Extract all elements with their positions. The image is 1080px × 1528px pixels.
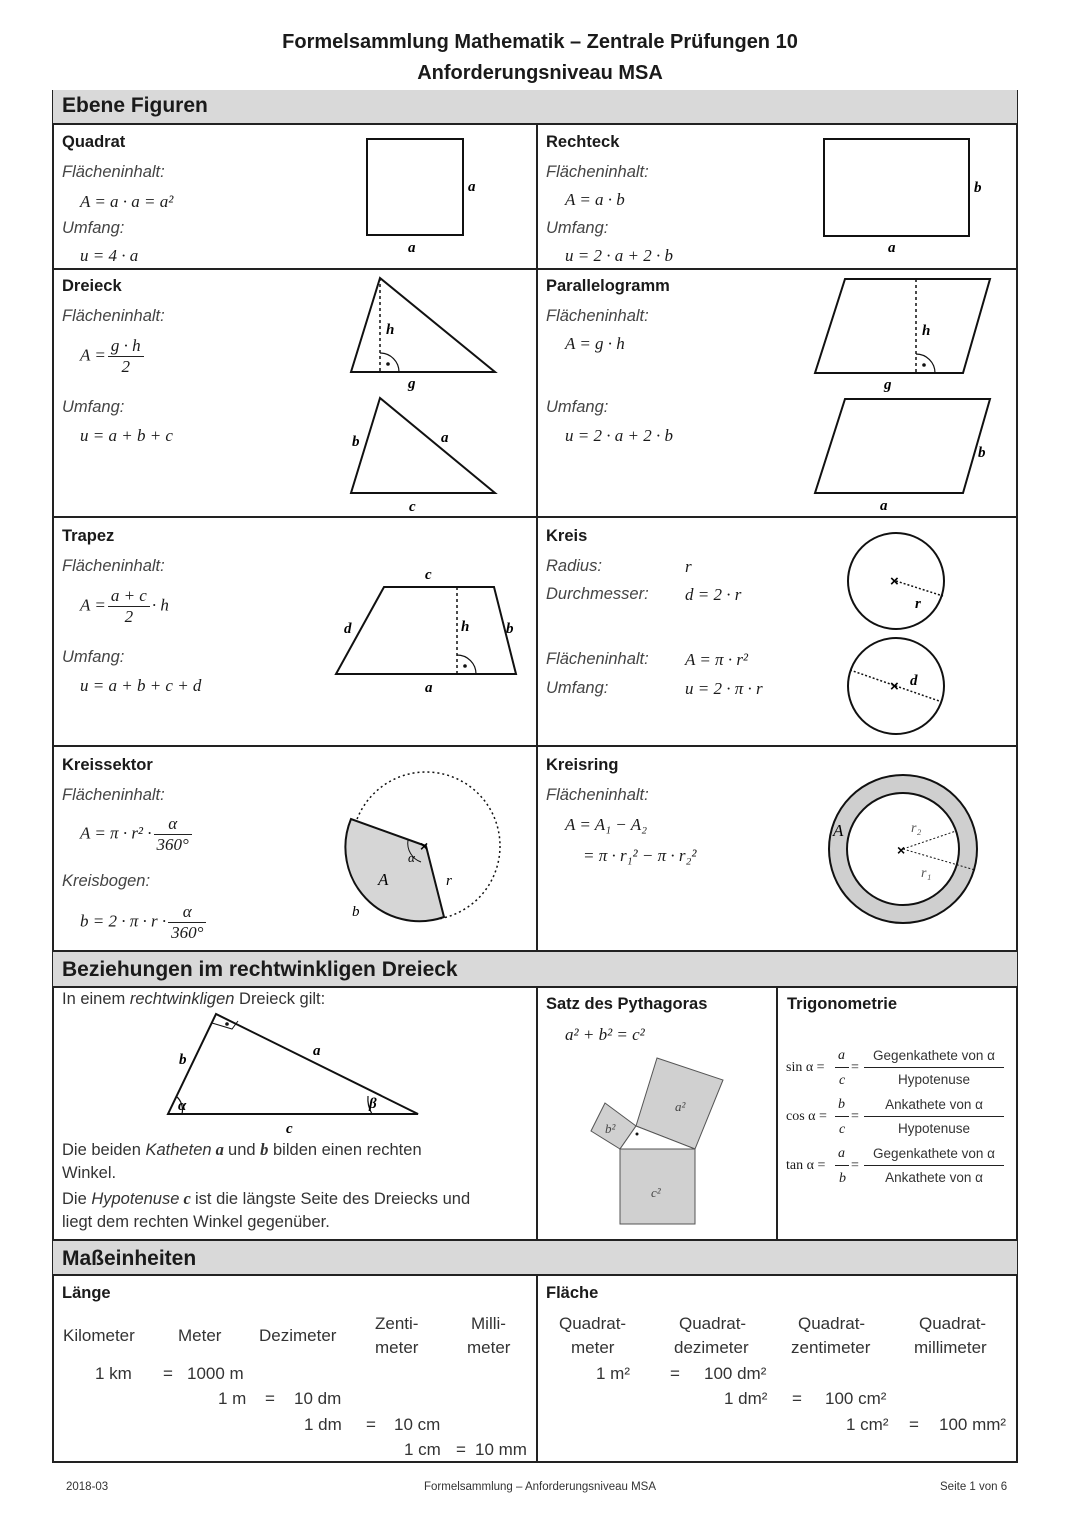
laenge-row3-eq: = (366, 1415, 376, 1434)
flaeche-row1-lhs: 1 m² (596, 1364, 630, 1383)
trig-fn: cos α = (786, 1109, 827, 1124)
laenge-col-millimeter-1: Milli- (471, 1314, 506, 1333)
kreissektor-area-label: Flächeninhalt: (62, 786, 165, 804)
kreis-area-formula: A = π · r² (685, 650, 749, 669)
flaeche-col-mm2-1: Quadrat- (919, 1314, 987, 1333)
laenge-row1-rhs: 1000 m (187, 1364, 244, 1383)
footer-page-number: Seite 1 von 6 (940, 1481, 1008, 1493)
svg-text:r₂: r₂ (911, 821, 922, 836)
document-title: Formelsammlung Mathematik – Zentrale Prüfungen 10 (282, 31, 798, 53)
kreis-perimeter-formula: u = 2 · π · r (685, 679, 763, 698)
kreisring-area-line1: A = A₁ − A₂ (565, 815, 647, 834)
dreieck-title: Dreieck (62, 277, 122, 295)
trig-row: tan α = a = b Gegenkathete von α Ankathete von α (786, 1144, 1011, 1188)
svg-text:d: d (344, 621, 352, 637)
svg-text:c: c (425, 567, 432, 583)
svg-text:g: g (884, 377, 892, 393)
pythagoras-formula: a² + b² = c² (565, 1025, 645, 1044)
laenge-row3-lhs: 1 dm (304, 1415, 342, 1434)
rechteck-area-label: Flächeninhalt: (546, 163, 649, 181)
trig-fn: sin α = (786, 1060, 825, 1075)
trig-word-den: Hypotenuse (897, 1072, 971, 1087)
footer-title: Formelsammlung – Anforderungsniveau MSA (423, 1481, 657, 1493)
svg-text:a: a (468, 179, 476, 195)
svg-text:r: r (915, 596, 921, 612)
parallelogramm-title: Parallelogramm (546, 277, 670, 295)
divider (53, 745, 1017, 747)
kreis-perimeter-label: Umfang: (546, 679, 609, 697)
trapez-diagram (325, 560, 525, 700)
trapez-perimeter-formula: u = a + b + c + d (80, 676, 202, 695)
svg-text:β: β (369, 1096, 377, 1112)
quadrat-area-label: Flächeninhalt: (62, 163, 165, 181)
rechteck-area-formula: A = a · b (565, 190, 625, 209)
document-subtitle: Anforderungsniveau MSA (417, 62, 663, 84)
laenge-row1-eq: = (163, 1364, 173, 1383)
rechteck-perimeter-label: Umfang: (546, 219, 609, 237)
laenge-row1-lhs: 1 km (95, 1364, 132, 1383)
flaeche-col-m2-2: meter (571, 1338, 615, 1357)
svg-text:a: a (313, 1043, 321, 1059)
svg-text:c: c (409, 499, 416, 515)
flaeche-col-cm2-2: zentimeter (791, 1338, 871, 1357)
kreis-title: Kreis (546, 527, 588, 545)
svg-text:b: b (506, 621, 514, 637)
flaeche-col-m2-1: Quadrat- (559, 1314, 627, 1333)
laenge-col-zentimeter-2: meter (375, 1338, 419, 1357)
laenge-col-millimeter-2: meter (467, 1338, 511, 1357)
svg-text:A: A (833, 821, 844, 840)
flaeche-row1-rhs: 100 dm² (704, 1364, 767, 1383)
trig-word-num: Gegenkathete von α (873, 1048, 995, 1063)
svg-text:a: a (888, 240, 896, 256)
pythagoras-title: Satz des Pythagoras (546, 995, 708, 1013)
flaeche-col-dm2-1: Quadrat- (679, 1314, 747, 1333)
flaeche-row2-eq: = (792, 1389, 802, 1408)
trig-fn: tan α = (786, 1158, 826, 1173)
svg-text:A: A (378, 870, 389, 889)
laenge-row3-rhs: 10 cm (394, 1415, 441, 1434)
trapez-area-formula: A = $\frac{a + c}{2}$ · h (80, 586, 169, 626)
parallelogramm-perimeter-formula: u = 2 · a + 2 · b (565, 426, 673, 445)
laenge-col-dezimeter: Dezimeter (259, 1326, 337, 1345)
quadrat-area-formula: A = a · a = a² (80, 192, 174, 211)
trapez-area-label: Flächeninhalt: (62, 557, 165, 575)
parallelogramm-diagrams (805, 270, 1005, 514)
trig-word-num: Gegenkathete von α (873, 1146, 995, 1161)
laenge-row4-eq: = (456, 1440, 466, 1459)
flaeche-title: Fläche (546, 1284, 599, 1302)
dreieck-area-label: Flächeninhalt: (62, 307, 165, 325)
kreis-area-label: Flächeninhalt: (546, 650, 649, 668)
svg-text:b: b (179, 1052, 187, 1068)
svg-text:c: c (286, 1121, 293, 1137)
flaeche-row3-lhs: 1 cm² (846, 1415, 889, 1434)
kreis-diagrams (840, 528, 960, 743)
laenge-col-kilometer: Kilometer (63, 1326, 135, 1345)
quadrat-title: Quadrat (62, 133, 126, 151)
kreisbogen-label: Kreisbogen: (62, 872, 151, 890)
svg-text:g: g (408, 376, 416, 392)
pythagoras-diagram (585, 1055, 735, 1230)
trig-row: cos α = b = c Ankathete von α Hypotenuse (786, 1095, 1011, 1139)
kreis-durchmesser-label: Durchmesser: (546, 585, 649, 603)
svg-text:α: α (178, 1098, 187, 1114)
divider (536, 988, 538, 1239)
laenge-row2-lhs: 1 m (218, 1389, 247, 1408)
laenge-row2-eq: = (265, 1389, 275, 1408)
laenge-row2-rhs: 10 dm (294, 1389, 342, 1408)
rechtwinklig-diagram (160, 1010, 430, 1140)
divider (536, 124, 538, 950)
trig-den: c (839, 1122, 846, 1137)
svg-text:r₁: r₁ (921, 866, 932, 881)
flaeche-row3-rhs: 100 mm² (939, 1415, 1007, 1434)
svg-text:h: h (386, 322, 395, 338)
divider (53, 516, 1017, 518)
kreissektor-diagram (340, 770, 510, 940)
svg-text:×: × (890, 573, 899, 590)
laenge-title: Länge (62, 1284, 111, 1302)
flaeche-row1-eq: = (670, 1364, 680, 1383)
svg-text:b: b (352, 434, 360, 450)
flaeche-row2-rhs: 100 cm² (825, 1389, 887, 1408)
rechteck-perimeter-formula: u = 2 · a + 2 · b (565, 246, 673, 265)
footer-date: 2018-03 (66, 1481, 109, 1493)
svg-text:b²: b² (605, 1121, 616, 1136)
section-rechtwinkliges-dreieck: Beziehungen im rechtwinkligen Dreieck (53, 950, 1017, 988)
kreissektor-title: Kreissektor (62, 756, 153, 774)
rechteck-title: Rechteck (546, 133, 620, 151)
svg-text:r: r (446, 873, 452, 889)
trapez-perimeter-label: Umfang: (62, 648, 125, 666)
trigonometrie-title: Trigonometrie (787, 995, 898, 1013)
laenge-row4-rhs: 10 mm (475, 1440, 527, 1459)
rechtwinklig-intro: In einem rechtwinkligen Dreieck gilt: (62, 990, 326, 1008)
svg-text:a: a (880, 498, 888, 514)
section-ebene-figuren: Ebene Figuren (53, 90, 1017, 125)
kreis-durchmesser-formula: d = 2 · r (685, 585, 742, 604)
laenge-col-zentimeter-1: Zenti- (375, 1314, 419, 1333)
trig-den: b (839, 1171, 846, 1186)
divider (536, 1276, 538, 1462)
kreisring-diagram (825, 770, 990, 930)
parallelogramm-perimeter-label: Umfang: (546, 398, 609, 416)
svg-text:b: b (974, 180, 982, 196)
quadrat-perimeter-formula: u = 4 · a (80, 246, 139, 265)
svg-text:h: h (461, 619, 470, 635)
katheten-text-line2: Winkel. (62, 1164, 117, 1182)
kreissektor-area-formula: A = π · r² · $\frac{\alpha}{360^\circ}$ (80, 814, 194, 855)
trig-word-den: Ankathete von α (885, 1170, 983, 1185)
hypotenuse-text-line2: liegt dem rechten Winkel gegenüber. (62, 1213, 330, 1231)
svg-text:b: b (978, 445, 986, 461)
trig-num: b (838, 1097, 845, 1112)
trapez-title: Trapez (62, 527, 115, 545)
svg-text:d: d (910, 673, 918, 689)
trig-num: a (838, 1048, 845, 1063)
kreisbogen-formula: b = 2 · π · r · $\frac{\alpha}{360^\circ}$ (80, 902, 208, 943)
flaeche-col-cm2-1: Quadrat- (798, 1314, 866, 1333)
section-masseinheiten: Maßeinheiten (53, 1239, 1017, 1276)
kreis-radius-label: Radius: (546, 557, 602, 575)
svg-text:a: a (408, 240, 416, 256)
svg-text:α: α (408, 850, 415, 865)
svg-text:×: × (420, 838, 429, 854)
parallelogramm-area-formula: A = g · h (565, 334, 625, 353)
trig-den: c (839, 1073, 846, 1088)
svg-text:×: × (890, 678, 899, 695)
kreisring-area-line2: = π · r₁² − π · r₂² (583, 846, 697, 865)
dreieck-perimeter-label: Umfang: (62, 398, 125, 416)
flaeche-col-dm2-2: dezimeter (674, 1338, 749, 1357)
trig-word-den: Hypotenuse (897, 1121, 971, 1136)
svg-text:a: a (425, 680, 433, 696)
trig-num: a (838, 1146, 845, 1161)
kreisring-title: Kreisring (546, 756, 619, 774)
divider (776, 988, 778, 1239)
kreisring-area-label: Flächeninhalt: (546, 786, 649, 804)
rechteck-diagram (820, 134, 1000, 259)
svg-text:b: b (352, 904, 360, 920)
trig-row: sin α = a = c Gegenkathete von α Hypotenuse (786, 1046, 1011, 1090)
katheten-text: Die beiden Katheten a und b bilden einen rechten (62, 1140, 422, 1159)
kreis-radius-value: r (685, 557, 692, 576)
hypotenuse-text: Die Hypotenuse c ist die längste Seite des Dreiecks und (62, 1189, 471, 1208)
svg-text:a²: a² (675, 1099, 686, 1114)
dreieck-diagrams (340, 270, 510, 515)
svg-text:×: × (897, 842, 906, 858)
flaeche-row3-eq: = (909, 1415, 919, 1434)
quadrat-perimeter-label: Umfang: (62, 219, 125, 237)
trig-word-num: Ankathete von α (885, 1097, 983, 1112)
flaeche-col-mm2-2: millimeter (914, 1338, 987, 1357)
flaeche-row2-lhs: 1 dm² (724, 1389, 768, 1408)
quadrat-diagram (360, 134, 490, 259)
laenge-row4-lhs: 1 cm (404, 1440, 441, 1459)
dreieck-area-formula: A = $\frac{g \cdot h}{2}$ (80, 336, 146, 377)
svg-text:h: h (922, 323, 931, 339)
parallelogramm-area-label: Flächeninhalt: (546, 307, 649, 325)
dreieck-perimeter-formula: u = a + b + c (80, 426, 173, 445)
laenge-col-meter: Meter (178, 1326, 222, 1345)
svg-text:c²: c² (651, 1185, 661, 1200)
svg-text:a: a (441, 430, 449, 446)
